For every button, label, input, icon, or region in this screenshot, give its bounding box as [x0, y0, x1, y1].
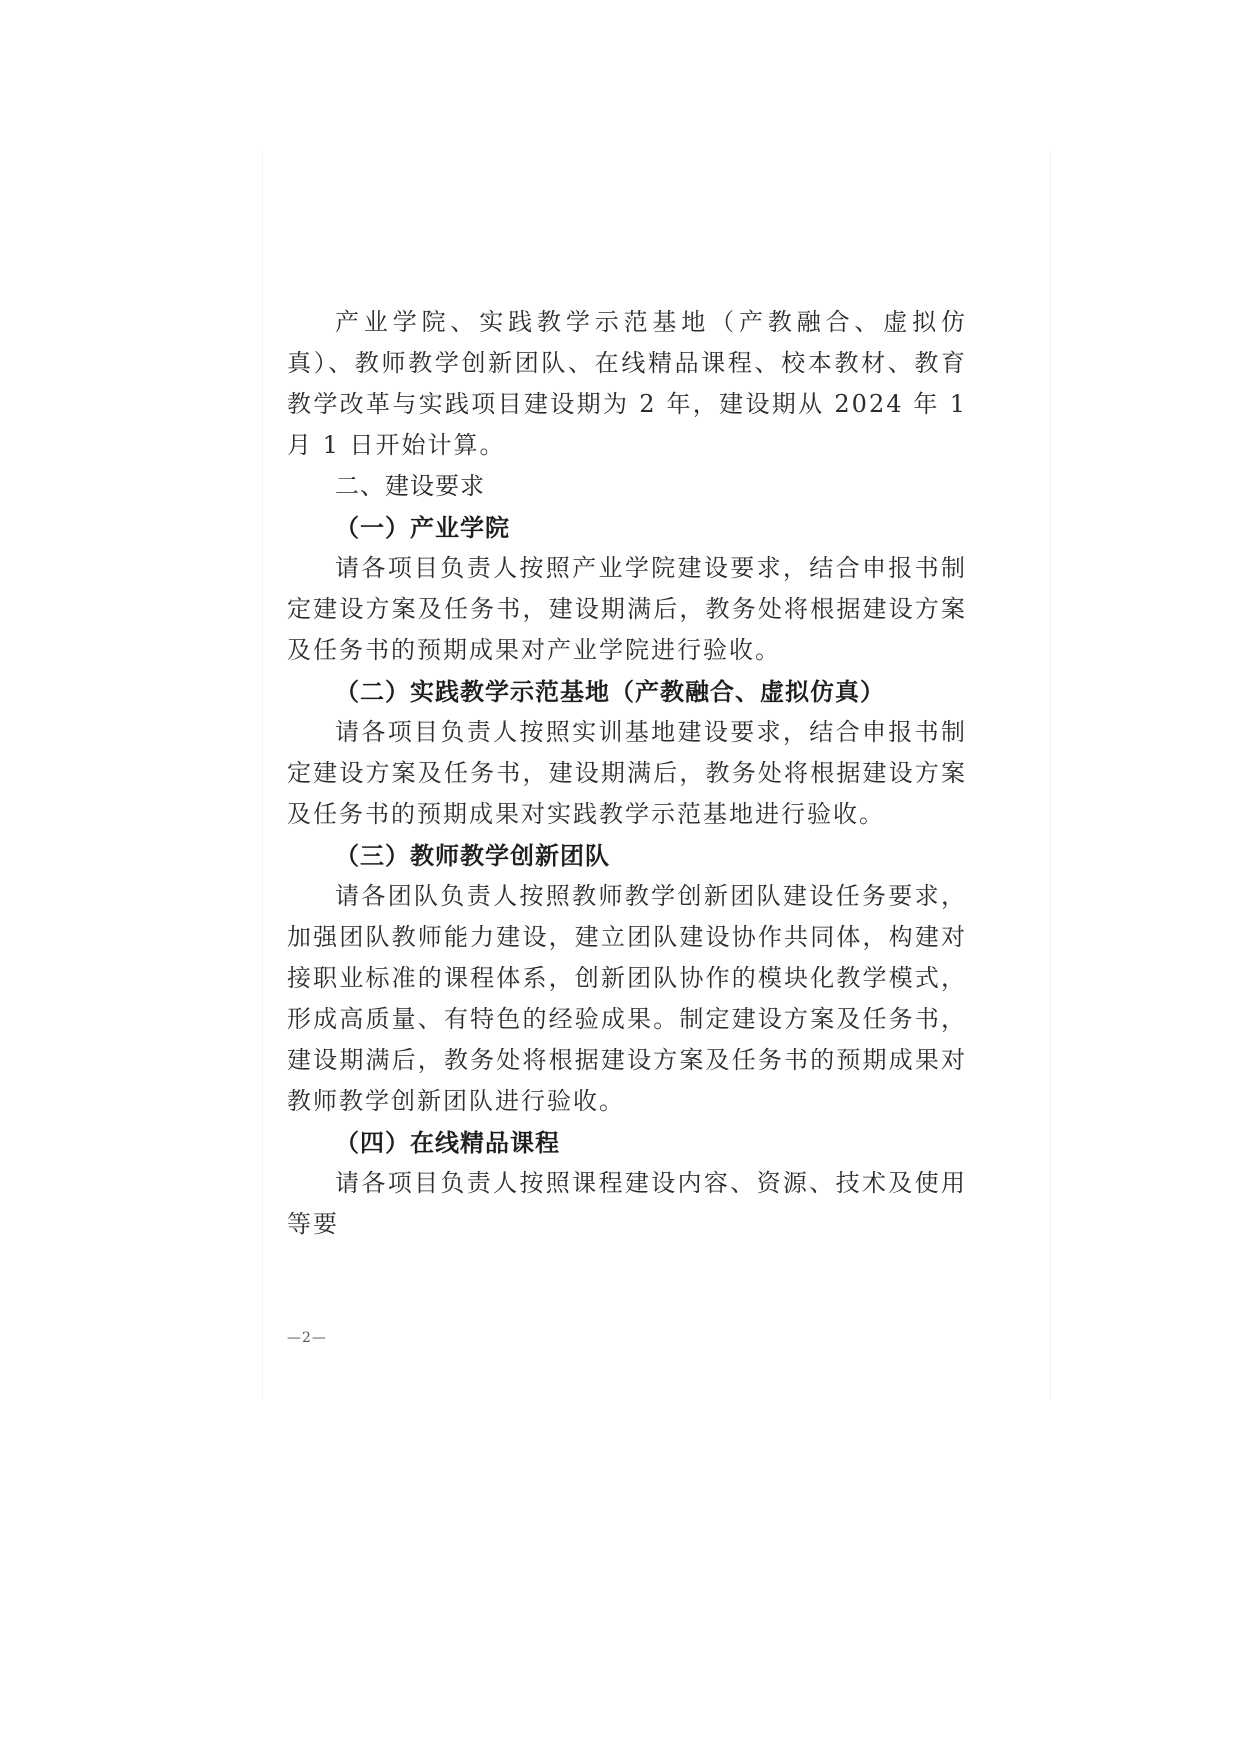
scan-edge-left [262, 150, 263, 1400]
subheading-practice-base: （二）实践教学示范基地（产教融合、虚拟仿真） [335, 677, 885, 706]
paragraph-practice-base: 请各项目负责人按照实训基地建设要求，结合申报书制定建设方案及任务书，建设期满后，教务处将根据建设方案及任务书的预期成果对实践教学示范基地进行验收。 [287, 718, 967, 828]
section-heading-requirements: 二、建设要求 [335, 472, 485, 500]
paragraph-online-course: 请各项目负责人按照课程建设内容、资源、技术及使用等要 [287, 1169, 967, 1238]
subheading-online-course: （四）在线精品课程 [335, 1128, 560, 1157]
subheading-industry-college: （一）产业学院 [335, 513, 510, 542]
paragraph-teaching-team: 请各团队负责人按照教师教学创新团队建设任务要求，加强团队教师能力建设，建立团队建设协作共同体，构建对接职业标准的课程体系，创新团队协作的模块化教学模式，形成高质量、有特色的经验成果。制定建设方案及任务书，建设期满后，教务处将根据建设方案及任务书的预期成果对教师教学创新团队进行验收。 [287, 882, 967, 1115]
paragraph-industry-college: 请各项目负责人按照产业学院建设要求，结合申报书制定建设方案及任务书，建设期满后，教务处将根据建设方案及任务书的预期成果对产业学院进行验收。 [287, 554, 967, 664]
subheading-teaching-team: （三）教师教学创新团队 [335, 841, 610, 870]
page-number: —2— [287, 1330, 327, 1346]
paragraph-build-period: 产业学院、实践教学示范基地（产教融合、虚拟仿真）、教师教学创新团队、在线精品课程、校本教材、教育教学改革与实践项目建设期为 2 年，建设期从 2024 年 1 月 1 日开始计算。 [287, 308, 967, 459]
document-body [287, 302, 967, 1245]
scan-edge-right [1050, 150, 1051, 1400]
